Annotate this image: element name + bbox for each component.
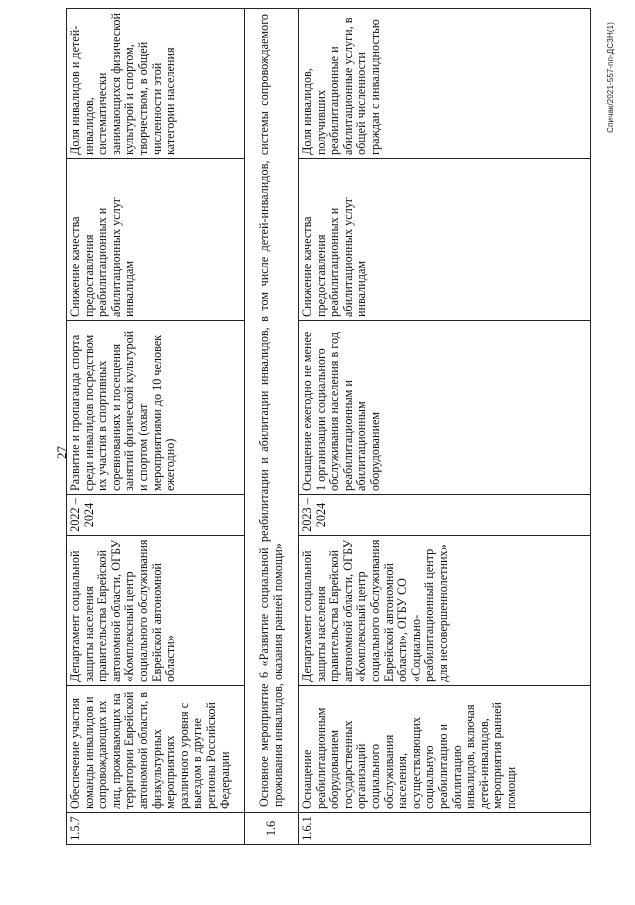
activity-cell: Оснащение реабилитационным оборудованием государственных организаций социального обслуживания населения, осуществляющих социальную реабилитацию и абилитацию инвалидов, включая детей-инвалидов, мероприятия ранней помощи bbox=[299, 686, 591, 813]
row-number: 1.6 bbox=[245, 813, 299, 845]
row-number: 1.5.7 bbox=[67, 813, 245, 845]
table-row bbox=[67, 9, 245, 845]
table-row bbox=[299, 9, 591, 845]
executor-cell: Департамент социальной защиты населения правительства Еврейской автономной области, ОГБУ «Комплексный центр социального обслуживания Еврейской автономной области», ОГБУ СО «Социально-реабилитационный центр для несовершеннолетних» bbox=[299, 536, 591, 686]
activity-cell: Обеспечение участия команды инвалидов и сопровождающих их лиц, проживающих на территории Еврейской автономной области, в физкультурных мероприятиях различного уровня с выездом в другие регионы Российской Федерации bbox=[67, 686, 245, 813]
executor-cell: Департамент социальной защиты населения правительства Еврейской автономной области, ОГБУ «Комплексный центр социального обслуживания Еврейской автономной области» bbox=[67, 536, 245, 686]
table-row bbox=[245, 9, 299, 845]
period-cell: 2022 – 2024 bbox=[67, 495, 245, 536]
result-cell: Оснащение ежегодно не менее 1 организации социального обслуживания населения в год реабилитационным и абилитационным оборудованием bbox=[299, 321, 591, 495]
period-cell: 2023 – 2024 bbox=[299, 495, 591, 536]
risk-cell: Снижение качества предоставления реабилитационных и абилитационных услуг инвалидам bbox=[67, 159, 245, 321]
page-number: 27 bbox=[54, 446, 69, 459]
indicator-cell: Доля инвалидов, получивших реабилитационные и абилитационные услуги, в общей численности граждан с инвалидностью bbox=[299, 9, 591, 159]
section-heading-cell: Основное мероприятие 6 «Развитие социальной реабилитации и абилитации инвалидов, в том числе детей-инвалидов, системы сопровождаемого проживания инвалидов, оказания ранней помощи» bbox=[245, 9, 299, 813]
indicator-cell: Доля инвалидов и детей-инвалидов, систематически занимающихся физической культурой и спортом, творчеством, в общей численности этой категории населения bbox=[67, 9, 245, 159]
document-code: Спичак/2021-557-пп-ДСЗН(1) bbox=[606, 22, 615, 133]
result-cell: Развитие и пропаганда спорта среди инвалидов посредством их участия в спортивных соревнованиях и посещения занятий физической культурой и спортом (охват мероприятиями до 10 человек ежегодно) bbox=[67, 321, 245, 495]
row-number: 1.6.1 bbox=[299, 813, 591, 845]
measures-table bbox=[66, 8, 591, 845]
risk-cell: Снижение качества предоставления реабилитационных и абилитационных услуг инвалидам bbox=[299, 159, 591, 321]
